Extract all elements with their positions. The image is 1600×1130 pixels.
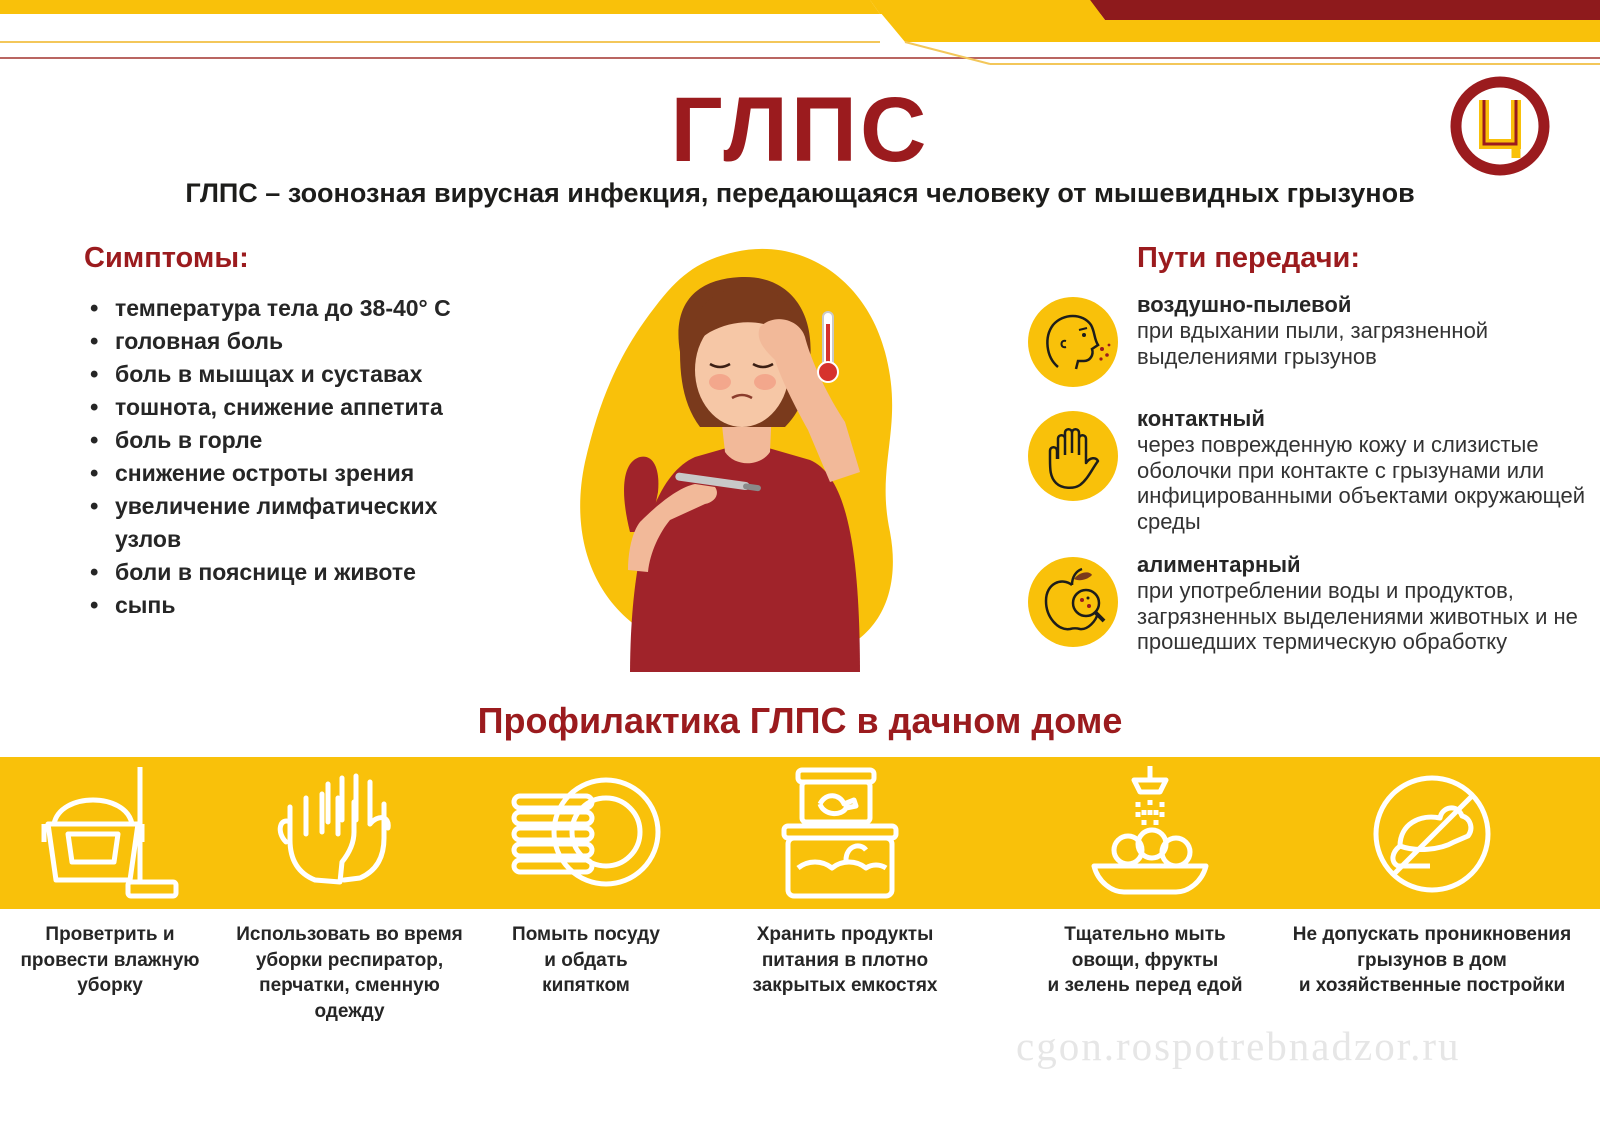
hand-icon: [1028, 411, 1118, 501]
symptom-item: • увеличение лимфатических узлов: [90, 490, 460, 556]
transmission-desc: при употреблении воды и продуктов, загрязненных выделениями животных и не прошедших термическую обработку: [1137, 578, 1578, 654]
symptom-item: • сыпь: [90, 589, 460, 622]
prevention-label: Тщательно мыть овощи, фрукты и зелень перед едой: [1047, 924, 1243, 996]
transmission-desc: при вдыхании пыли, загрязненной выделениями грызунов: [1137, 318, 1489, 369]
prevention-label: Хранить продукты питания в плотно закрытых емкостях: [752, 924, 938, 996]
apple-magnifier-icon: [1028, 557, 1118, 647]
page-subtitle: ГЛПС – зоонозная вирусная инфекция, передающаяся человеку от мышевидных грызунов: [185, 178, 1415, 208]
symptom-item: • тошнота, снижение аппетита: [90, 391, 460, 424]
prevention-label: Проветрить и провести влажную уборку: [20, 924, 200, 996]
sick-woman-illustration: [560, 232, 940, 672]
washing-vegetables-icon: [1090, 762, 1210, 907]
symptom-item: • боль в горле: [90, 424, 460, 457]
gloves-icon: [270, 762, 400, 907]
symptom-item: • температура тела до 38-40° С: [90, 292, 460, 325]
transmission-title: воздушно-пылевой: [1137, 292, 1352, 317]
food-containers-icon: [780, 762, 905, 907]
prevention-label: Не допускать проникновения грызунов в дом и хозяйственные постройки: [1292, 924, 1572, 996]
symptoms-heading: Симптомы:: [84, 242, 249, 274]
prevention-label: Помыть посуду и обдать кипятком: [512, 924, 660, 996]
symptom-item: • снижение остроты зрения: [90, 457, 460, 490]
page-title: ГЛПС: [670, 79, 930, 181]
website-watermark: cgon.rospotrebnadzor.ru: [1016, 1023, 1461, 1069]
face-breathing-icon: [1028, 297, 1118, 387]
rospotrebnadzor-ts-logo-icon: [1448, 74, 1552, 178]
prevention-heading: Профилактика ГЛПС в дачном доме: [477, 700, 1123, 741]
symptom-item: • боль в мышцах и суставах: [90, 358, 460, 391]
transmission-title: контактный: [1137, 406, 1265, 431]
transmission-heading: Пути передачи:: [1137, 242, 1361, 274]
transmission-item-contact: [1028, 406, 1598, 551]
symptoms-list: [90, 292, 460, 622]
bucket-mop-icon: [40, 762, 190, 907]
symptom-item: • головная боль: [90, 325, 460, 358]
transmission-item-alimentary: [1028, 552, 1598, 667]
no-rodents-icon: [1370, 762, 1495, 907]
header-decoration: [0, 0, 1600, 80]
plates-icon: [508, 762, 668, 907]
transmission-desc: через поврежденную кожу и слизистые оболочки при контакте с грызунами или инфицированными объектами окружающей среды: [1137, 432, 1585, 534]
transmission-item-airborne: [1028, 292, 1598, 397]
transmission-title: алиментарный: [1137, 552, 1301, 577]
symptom-item: • боли в пояснице и животе: [90, 556, 460, 589]
prevention-label: Использовать во время уборки респиратор, перчатки, сменную одежду: [236, 924, 463, 1022]
